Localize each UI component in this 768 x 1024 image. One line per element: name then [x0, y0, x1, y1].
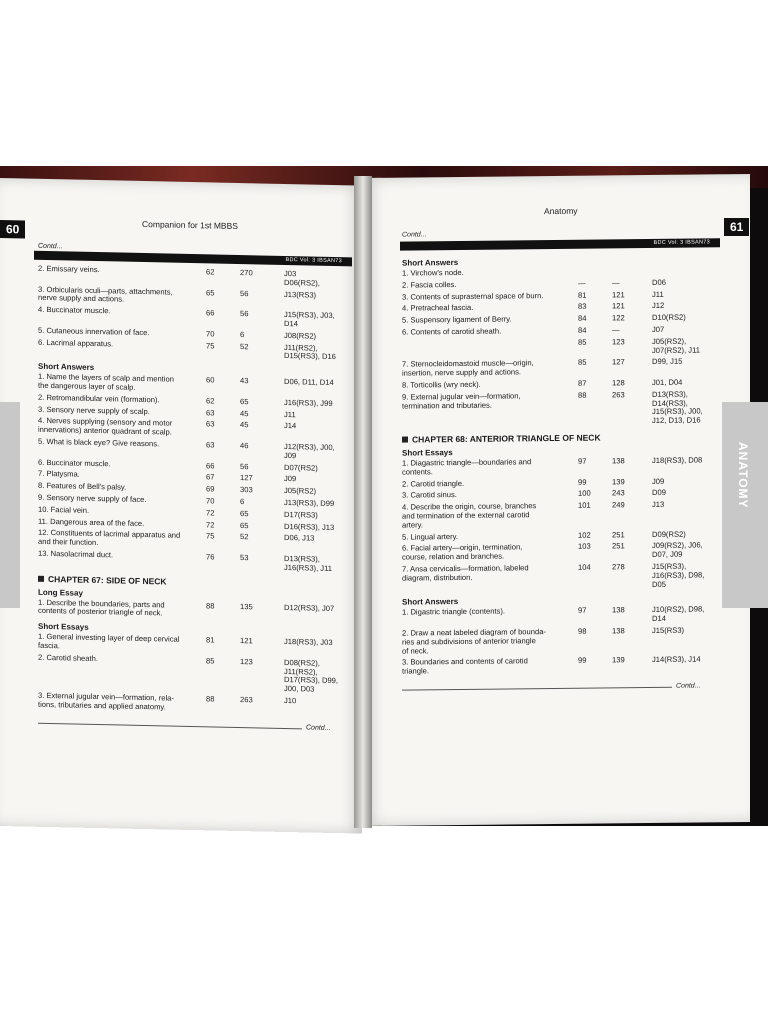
- question-text: 7. Ansa cervicalis—formation, labeled diagram, distribution.: [402, 563, 529, 583]
- vol-ref: 263: [612, 390, 625, 400]
- vol-ref: 122: [612, 313, 625, 323]
- question-text: 1. Name the layers of scalp and mention the dangerous layer of scalp.: [38, 371, 174, 392]
- exam-codes: D09(RS2): [652, 529, 686, 539]
- page-number: 60: [0, 220, 25, 239]
- page-header-title: Anatomy: [544, 205, 578, 217]
- exam-codes: J01, D04: [652, 377, 683, 387]
- question-text: 5. Suspensory ligament of Berry.: [402, 314, 512, 325]
- exam-codes: J12(RS3), J00, J09: [284, 441, 335, 461]
- question-text: 3. Boundaries and contents of carotid triangle.: [402, 656, 528, 676]
- question-text: 13. Nasolacrimal duct.: [38, 548, 114, 560]
- exam-codes: D12(RS3), J07: [284, 602, 335, 613]
- exam-codes: J11: [284, 409, 296, 419]
- exam-codes: D17(RS3): [284, 509, 318, 520]
- table-row: [38, 436, 352, 461]
- table-row: [402, 500, 722, 530]
- table-row: [402, 488, 722, 500]
- question-text: 2. Fascia colles.: [402, 279, 457, 290]
- vol-ref: 56: [240, 461, 249, 471]
- vol-ref: 123: [240, 656, 253, 667]
- page-ref: 75: [206, 340, 215, 351]
- question-text: 6. Buccinator muscle.: [38, 457, 111, 468]
- question-text: 2. Carotid triangle.: [402, 478, 465, 489]
- exam-codes: D08(RS2), J11(RS2), D17(RS3), D99, J00, D03: [284, 657, 339, 694]
- table-row: [402, 625, 722, 656]
- vol-ref: 65: [240, 396, 249, 407]
- page-ref: 85: [206, 656, 215, 666]
- page-ref: 72: [206, 519, 215, 530]
- question-text: 3. Contents of suprasternal space of burn.: [402, 290, 544, 302]
- vol-ref: 303: [240, 485, 253, 495]
- exam-codes: J09: [652, 476, 665, 486]
- table-row: [402, 377, 722, 390]
- table-row: [38, 304, 352, 329]
- page-ref: 88: [206, 694, 215, 704]
- page-ref: 84: [578, 325, 587, 335]
- exam-codes: J16(RS3), J99: [284, 397, 333, 408]
- page-ref: 97: [578, 606, 587, 616]
- vol-ref: 278: [612, 562, 625, 572]
- left-page: [0, 178, 362, 834]
- page-ref: 63: [206, 407, 215, 418]
- vol-ref: 128: [612, 378, 625, 388]
- right-page: [364, 174, 750, 826]
- question-text: [402, 339, 580, 341]
- page-ref: 98: [578, 626, 587, 636]
- table-row: [38, 392, 352, 408]
- table-header-bar: BDC Vol: 3 IBSAN73: [400, 238, 720, 250]
- page-ref: 63: [206, 440, 215, 450]
- vol-ref: 243: [612, 488, 625, 498]
- question-text: 7. Platysma.: [38, 469, 80, 480]
- side-tab-label: ANATOMY: [736, 442, 750, 509]
- page-ref: 67: [206, 472, 215, 482]
- question-text: 3. External jugular vein—formation, rela- tions, tributaries and applied anatomy.: [38, 690, 174, 712]
- book-gutter: [354, 176, 372, 828]
- table-row: [38, 480, 352, 496]
- table-row: [38, 416, 352, 437]
- exam-codes: J14: [284, 421, 297, 431]
- table-row: [402, 277, 722, 290]
- vol-ref: 65: [240, 508, 249, 519]
- page-ref: 104: [578, 562, 591, 572]
- side-tab: [722, 402, 768, 608]
- vol-ref: 56: [240, 309, 249, 319]
- table-row: [402, 289, 722, 302]
- vol-ref: 249: [612, 500, 625, 510]
- table-row: [402, 357, 722, 378]
- left-edge-tab: [0, 402, 20, 608]
- section-heading: Short Answers: [402, 258, 459, 268]
- question-text: 1. General investing layer of deep cervical fascia.: [38, 631, 180, 651]
- exam-codes: J09(RS2), J06, D07, J09: [652, 540, 703, 560]
- page-ref: 62: [206, 396, 215, 406]
- question-text: 5. What is black eye? Give reasons.: [38, 436, 160, 449]
- vol-ref: 135: [240, 601, 253, 611]
- footer-rule: [38, 722, 302, 729]
- exam-codes: J12: [652, 301, 665, 311]
- vol-ref: 121: [612, 289, 625, 299]
- question-text: 1. Digastric triangle (contents).: [402, 606, 505, 617]
- table-row: [402, 336, 722, 355]
- page-ref: 83: [578, 302, 587, 312]
- vol-ref: 139: [612, 476, 625, 486]
- vol-ref: —: [612, 325, 620, 335]
- section-heading: Short Answers: [402, 597, 459, 607]
- vol-ref: 270: [240, 268, 253, 278]
- page-ref: 62: [206, 267, 215, 277]
- vol-ref: 138: [612, 456, 625, 466]
- question-text: 6. Lacrimal apparatus.: [38, 337, 114, 348]
- question-text: 3. Carotid sinus.: [402, 490, 457, 500]
- vol-ref: 138: [612, 626, 625, 636]
- page-ref: 88: [578, 390, 587, 400]
- question-text: 3. Sensory nerve supply of scalp.: [38, 404, 150, 416]
- section-heading: Short Answers: [38, 361, 95, 373]
- footer-rule: [402, 687, 672, 691]
- page-ref: 97: [578, 456, 587, 466]
- table-row: [402, 476, 722, 489]
- vol-ref: 65: [240, 520, 249, 530]
- question-text: 2. Carotid sheath.: [38, 652, 98, 663]
- question-text: 10. Facial vein.: [38, 504, 90, 515]
- table-row: [402, 540, 722, 562]
- table-row: [38, 371, 352, 392]
- exam-codes: J07: [652, 324, 665, 334]
- section-heading: Short Essays: [38, 621, 89, 633]
- page-ref: 66: [206, 308, 215, 318]
- page-ref: 81: [206, 635, 215, 645]
- table-row: [38, 597, 352, 618]
- exam-codes: D13(RS3), D14(RS3), J15(RS3), J00, J12, D13, D16: [652, 389, 703, 426]
- question-text: 8. Features of Bell's palsy.: [38, 480, 127, 492]
- exam-codes: J15(RS3), J16(RS3), D98, D05: [652, 561, 705, 589]
- chapter-heading: CHAPTER 67: SIDE OF NECK: [38, 573, 167, 586]
- vol-ref: 251: [612, 529, 625, 539]
- page-ref: 76: [206, 552, 215, 562]
- vol-ref: 127: [240, 473, 253, 483]
- question-text: 2. Emissary veins.: [38, 263, 100, 275]
- question-text: 5. Cutaneous innervation of face.: [38, 325, 150, 337]
- question-text: 9. External jugular vein—formation, termination and tributaries.: [402, 391, 521, 411]
- exam-codes: J13: [652, 500, 665, 510]
- exam-codes: J05(RS2), J07(RS2), J11: [652, 336, 700, 355]
- page-ref: 72: [206, 508, 215, 518]
- page-ref: 102: [578, 530, 591, 540]
- table-row: [38, 263, 352, 288]
- section-heading: Long Essay: [38, 587, 83, 598]
- question-text: 12. Constituents of lacrimal apparatus and and their function.: [38, 528, 181, 548]
- vol-ref: 127: [612, 357, 625, 367]
- exam-codes: J18(RS3), J03: [284, 637, 333, 648]
- page-ref: 85: [578, 358, 587, 368]
- page-header-title: Companion for 1st MBBS: [142, 218, 238, 231]
- page-ref: 81: [578, 290, 587, 300]
- vol-ref: 45: [240, 408, 249, 418]
- question-text: 2. Draw a neat labeled diagram of bounda- ries and subdivisions of anterior triangle of neck.: [402, 627, 546, 656]
- question-text: 9. Sensory nerve supply of face.: [38, 492, 147, 505]
- question-text: 6. Contents of carotid sheath.: [402, 326, 502, 337]
- page-ref: 101: [578, 500, 591, 510]
- page-number: 61: [724, 218, 749, 236]
- table-row: [402, 561, 722, 589]
- question-text: 3. Orbicularis oculi—parts, attachments, nerve supply and actions.: [38, 284, 173, 304]
- exam-codes: J09: [284, 474, 297, 484]
- exam-codes: D07(RS2): [284, 462, 318, 473]
- vol-ref: 43: [240, 376, 249, 386]
- question-text: 4. Pretracheal fascia.: [402, 303, 474, 313]
- exam-codes: J05(RS2): [284, 486, 317, 496]
- page-ref: 88: [206, 600, 215, 611]
- vol-ref: 46: [240, 441, 249, 451]
- page-ref: 70: [206, 496, 215, 506]
- vol-ref: 52: [240, 532, 249, 542]
- question-text: 8. Torticollis (wry neck).: [402, 379, 481, 390]
- question-text: 1. Diagastric triangle—boundaries and contents.: [402, 457, 532, 477]
- exam-codes: J14(RS3), J14: [652, 654, 701, 665]
- exam-codes: D06: [652, 277, 666, 287]
- contd-label: Contd...: [402, 231, 427, 239]
- table-row: [402, 301, 722, 313]
- question-text: 7. Sternocleidomastoid muscle—origin, insertion, nerve supply and actions.: [402, 358, 534, 378]
- vol-ref: 6: [240, 329, 245, 339]
- page-ref: 63: [206, 419, 215, 429]
- page-ref: 60: [206, 375, 215, 385]
- question-text: 4. Buccinator muscle.: [38, 304, 111, 316]
- vol-ref: 139: [612, 655, 625, 665]
- contd-bottom: Contd...: [306, 724, 331, 732]
- vol-ref: 138: [612, 605, 625, 615]
- question-text: 4. Describe the origin, course, branches and termination of the external carotid artery.: [402, 501, 537, 530]
- exam-codes: J18(RS3), D08: [652, 455, 703, 465]
- vol-ref: 52: [240, 341, 249, 351]
- page-ref: 99: [578, 477, 587, 487]
- exam-codes: J15(RS3): [652, 625, 685, 635]
- section-heading: Short Essays: [402, 448, 453, 458]
- exam-codes: J13(RS3): [284, 289, 317, 300]
- exam-codes: J10(RS2), D98, D14: [652, 604, 705, 624]
- vol-ref: 6: [240, 497, 245, 507]
- page-ref: 99: [578, 656, 587, 666]
- table-header-bar: BDC Vol: 3 IBSAN73: [34, 251, 352, 267]
- question-text: 4. Nerves supplying (sensory and motor innervations) anterior quadrant of scalp.: [38, 416, 173, 437]
- page-ref: 65: [206, 287, 215, 298]
- page-ref: 103: [578, 542, 591, 552]
- page-ref: —: [578, 278, 586, 288]
- table-row: [402, 312, 722, 325]
- question-text: 1. Describe the boundaries, parts and contents of posterior triangle of neck.: [38, 597, 165, 618]
- table-row: [38, 631, 352, 651]
- question-text: 1. Virchow's node.: [402, 267, 464, 278]
- page-ref: 100: [578, 489, 591, 499]
- table-row: [38, 548, 352, 573]
- vol-ref: 121: [240, 636, 253, 646]
- exam-codes: D06, J13: [284, 533, 315, 543]
- exam-codes: J03 D06(RS2),: [284, 268, 320, 288]
- page-ref: 66: [206, 460, 215, 471]
- page-ref: 69: [206, 484, 215, 494]
- exam-codes: D09: [652, 488, 666, 498]
- vol-ref: 45: [240, 420, 249, 430]
- vol-ref: 263: [240, 695, 253, 705]
- exam-codes: J10: [284, 695, 297, 706]
- exam-codes: D16(RS3), J13: [284, 521, 335, 532]
- contd-bottom: Contd...: [676, 682, 701, 690]
- contd-label: Contd...: [38, 242, 63, 251]
- vol-ref: 56: [240, 288, 249, 298]
- vol-ref: —: [612, 278, 620, 288]
- vol-ref: 121: [612, 301, 625, 311]
- exam-codes: J15(RS3), J03, D14: [284, 310, 335, 329]
- question-text: 11. Dangerous area of the face.: [38, 516, 145, 528]
- page-ref: 70: [206, 329, 215, 339]
- table-row: [402, 389, 722, 426]
- exam-codes: J11: [652, 289, 664, 299]
- question-text: 5. Lingual artery.: [402, 531, 458, 542]
- exam-codes: J11(RS2), D15(RS3), D16: [284, 342, 336, 362]
- exam-codes: D10(RS2): [652, 312, 686, 323]
- exam-codes: J08(RS2): [284, 330, 317, 341]
- question-text: 6. Facial artery—origin, termination, course, relation and branches.: [402, 542, 523, 562]
- chapter-heading: CHAPTER 68: ANTERIOR TRIANGLE OF NECK: [402, 433, 601, 445]
- exam-codes: J13(RS3), D99: [284, 497, 335, 509]
- table-row: [402, 324, 722, 337]
- exam-codes: D99, J15: [652, 357, 683, 367]
- exam-codes: D13(RS3), J16(RS3), J11: [284, 553, 332, 573]
- page-ref: 87: [578, 378, 587, 388]
- table-row: [402, 654, 722, 676]
- table-row: [38, 652, 352, 694]
- page-ref: 84: [578, 313, 587, 323]
- page-ref: 85: [578, 337, 587, 347]
- table-row: [402, 529, 722, 542]
- vol-ref: 251: [612, 541, 625, 551]
- question-text: 2. Retromandibular vein (formation).: [38, 392, 160, 405]
- vol-ref: 123: [612, 337, 625, 347]
- exam-codes: D06, D11, D14: [284, 377, 334, 388]
- vol-ref: 53: [240, 553, 249, 563]
- page-ref: 75: [206, 531, 215, 541]
